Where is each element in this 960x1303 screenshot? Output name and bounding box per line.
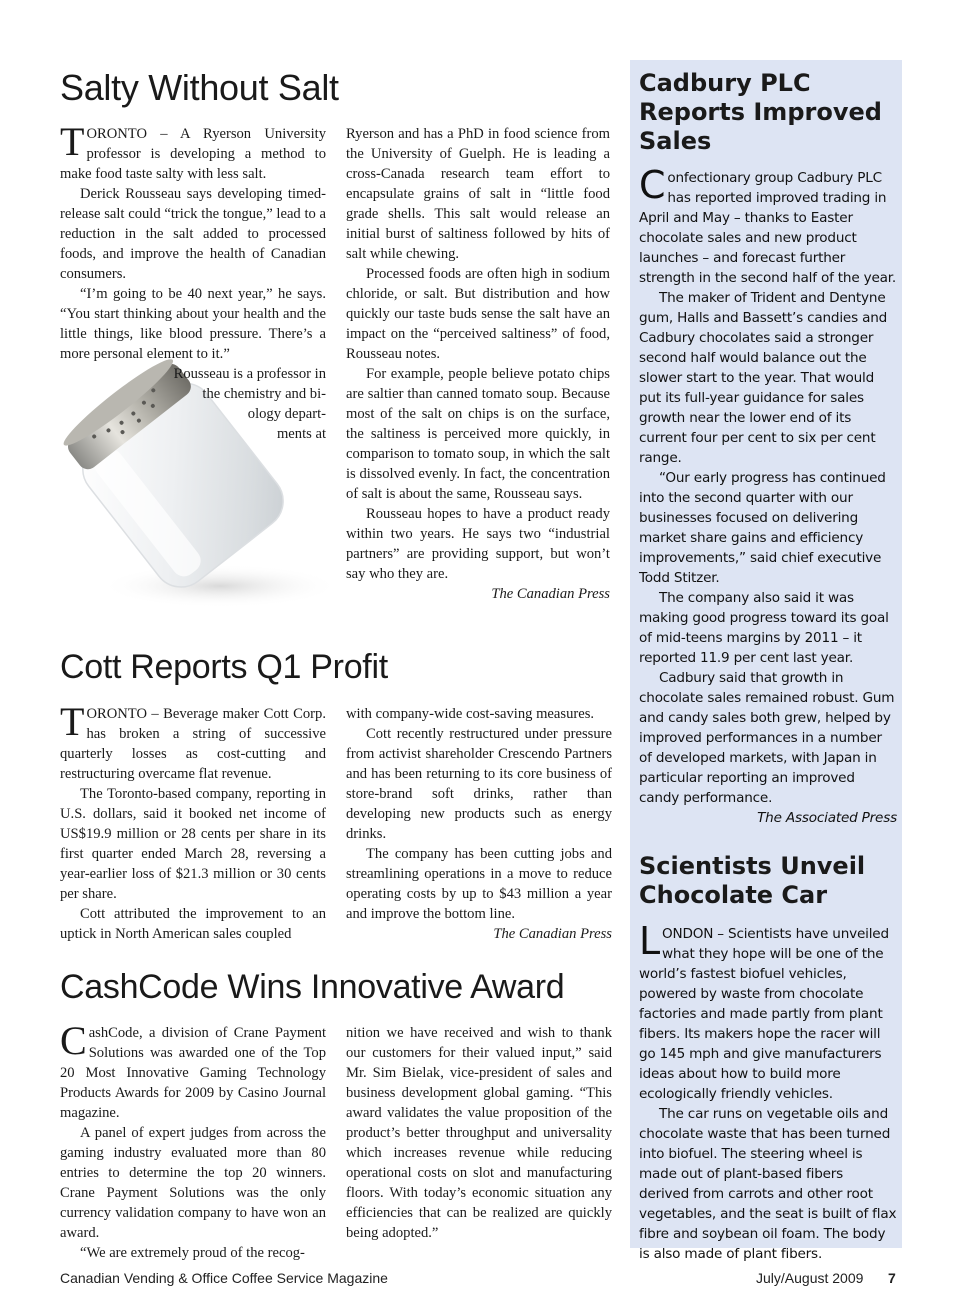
cadbury-paragraph: onfectionary group Cadbury PLC has reported improved trading in April and May – thanks to Easter chocolate sales and new product launches – and forecast further strength in the second half of the year. — [639, 170, 897, 286]
salty-paragraph: Ryerson and has a PhD in food science from the University of Guelph. He is leading a cross-Canada research team effort to encapsulate grains of salt in “little food grade shells. This salt would release an initial burst of saltiness followed by hits of salt while chewing. — [346, 126, 610, 262]
cott-paragraph: ORONTO – Beverage maker Cott Corp. has broken a string of successive quarterly losses as cost-cutting and restructuring overcame flat revenue. — [60, 706, 326, 782]
cadbury-credit: The Associated Press — [757, 810, 897, 826]
salty-paragraph: Derick Rousseau says developing timed-release salt could “trick the tongue,” lead to a reduction in the salt added to processed foods, and improve the health of Canadian consumers. — [60, 186, 326, 282]
salty-paragraph-line: the chemistry and bi- — [202, 386, 326, 402]
salty-paragraph: ORONTO – A Ryerson University professor is developing a method to make food taste salty with less salt. — [60, 126, 326, 182]
cashcode-paragraph: nition we have received and wish to thank our customers for their valued input,” said Mr. Sim Bielak, vice-president of sales and business development global gaming. “This award validates the value proposition of the product’s better throughput and universality which increases revenue while reducing operational costs on slot and manufacturing floors. With today’s economic situation any efficiencies that can be realized are quickly being adopted.” — [346, 1025, 612, 1241]
chocolate-car-dropcap: L — [639, 919, 660, 963]
cadbury-headline: Cadbury PLC Reports Improved Sales — [639, 69, 882, 155]
salty-column-1 — [60, 119, 326, 444]
salty-credit: The Canadian Press — [491, 586, 610, 602]
cashcode-headline: CashCode Wins Innovative Award — [60, 968, 565, 1006]
cadbury-body — [639, 163, 897, 828]
cashcode-column-2 — [346, 1023, 612, 1243]
cott-paragraph: The company has been cutting jobs and streamlining operations in a move to reduce operating costs by up to $43 million a year and improve the bottom line. — [346, 846, 612, 922]
cott-paragraph: Cott attributed the improvement to an uptick in North American sales coupled — [60, 906, 326, 942]
cott-column-1 — [60, 699, 326, 944]
cashcode-column-1 — [60, 1018, 326, 1263]
cott-paragraph: with company-wide cost-saving measures. — [346, 706, 595, 722]
cashcode-paragraph: ashCode, a division of Crane Payment Solutions was awarded one of the Top 20 Most Innovative Gaming Technology Products Awards for 2009 by Casino Journal magazine. — [60, 1025, 326, 1121]
cott-paragraph: The Toronto-based company, reporting in U.S. dollars, said it booked net income of US$19.9 million or 28 cents per share in its first quarter ended March 28, reversing a year-earlier loss of $21.3 million or 30 cents per share. — [60, 786, 326, 902]
chocolate-car-body — [639, 919, 897, 1264]
salty-dropcap: T — [60, 119, 85, 164]
cott-paragraph: Cott recently restructured under pressure from activist shareholder Crescendo Partners and has been returning to its core business of store-brand soft drinks, rather than developing new products such as energy drinks. — [346, 726, 612, 842]
salty-paragraph-line: ology depart- — [247, 406, 326, 422]
salty-paragraph: For example, people believe potato chips are saltier than canned tomato soup. Because most of the salt on chips is on the surface, the saltiness is perceived more quickly, in comparison to tomato soup, in which the salt is dissolved evenly. In fact, the concentration of salt is about the same, Rousseau says. — [346, 366, 610, 502]
chocolate-car-paragraph: ONDON – Scientists have unveiled what they hope will be one of the world’s fastest biofuel vehicles, powered by waste from chocolate factories and made partly from plant fibers. Its makers hope the racer will go 145 mph and give manufacturers ideas about how to build more ecologically friendly vehicles. — [639, 926, 889, 1102]
cott-column-2 — [346, 704, 612, 944]
cadbury-paragraph: Cadbury said that growth in chocolate sales remained robust. Gum and candy sales both grew, helped by improved performances in a number of developed markets, with Japan in particular reporting an improved candy performance. — [639, 670, 895, 806]
salty-paragraph: Processed foods are often high in sodium chloride, or salt. But distribution and how quickly our taste buds sense the salt have an impact on the “perceived saltiness” of food, Rousseau notes. — [346, 266, 610, 362]
cott-credit: The Canadian Press — [493, 926, 612, 942]
footer-magazine-name: Canadian Vending & Office Coffee Service Magazine — [60, 1270, 388, 1286]
cashcode-dropcap: C — [60, 1018, 87, 1063]
salty-column-2 — [346, 124, 610, 604]
salty-headline: Salty Without Salt — [60, 67, 339, 108]
cashcode-paragraph: A panel of expert judges from across the gaming industry evaluated more than 80 entries to determine the top 20 winners. Crane Payment Solutions was the only currency validation company to have won an award. — [60, 1125, 326, 1241]
cadbury-paragraph: The company also said it was making good progress toward its goal of mid-teens margins by 2011 – it reported 11.9 per cent last year. — [639, 590, 889, 666]
footer-page-number: 7 — [888, 1270, 896, 1286]
cashcode-paragraph: “We are extremely proud of the recog- — [80, 1245, 305, 1261]
salty-paragraph-line: Rousseau is a professor in — [173, 366, 326, 382]
sidebar-panel — [630, 60, 902, 1262]
chocolate-car-headline: Scientists Unveil Chocolate Car — [639, 852, 866, 909]
salty-paragraph-line: ments at — [276, 426, 326, 442]
cadbury-dropcap: C — [639, 163, 666, 207]
cott-dropcap: T — [60, 699, 85, 744]
cadbury-paragraph: The maker of Trident and Dentyne gum, Halls and Bassett’s candies and Cadbury chocolates said a stronger second half would balance out the slower start to the year. That would put its full-year guidance for sales growth near the lower end of its current four per cent to six per cent range. — [639, 290, 888, 466]
chocolate-car-paragraph: The car runs on vegetable oils and chocolate waste that has been turned into biofuel. The steering wheel is made out of plant-based fibers derived from carrots and other root vegetables, and the seat is built of flax fibre and soybean oil foam. The body is also made of plant fibers. — [639, 1106, 897, 1262]
footer-issue-date: July/August 2009 — [756, 1270, 864, 1286]
cott-headline: Cott Reports Q1 Profit — [60, 648, 388, 686]
cadbury-paragraph: “Our early progress has continued into the second quarter with our businesses focused on delivering market share gains and efficiency improvements,” said chief executive Todd Stitzer. — [639, 470, 886, 586]
salty-paragraph: Rousseau hopes to have a product ready within two years. He says two “industrial partners” are providing support, but won’t say who they are. — [346, 506, 610, 582]
salty-paragraph: “I’m going to be 40 next year,” he says. “You start thinking about your health and the little things, like blood pressure. There’s a more personal element to it.” — [60, 286, 326, 362]
